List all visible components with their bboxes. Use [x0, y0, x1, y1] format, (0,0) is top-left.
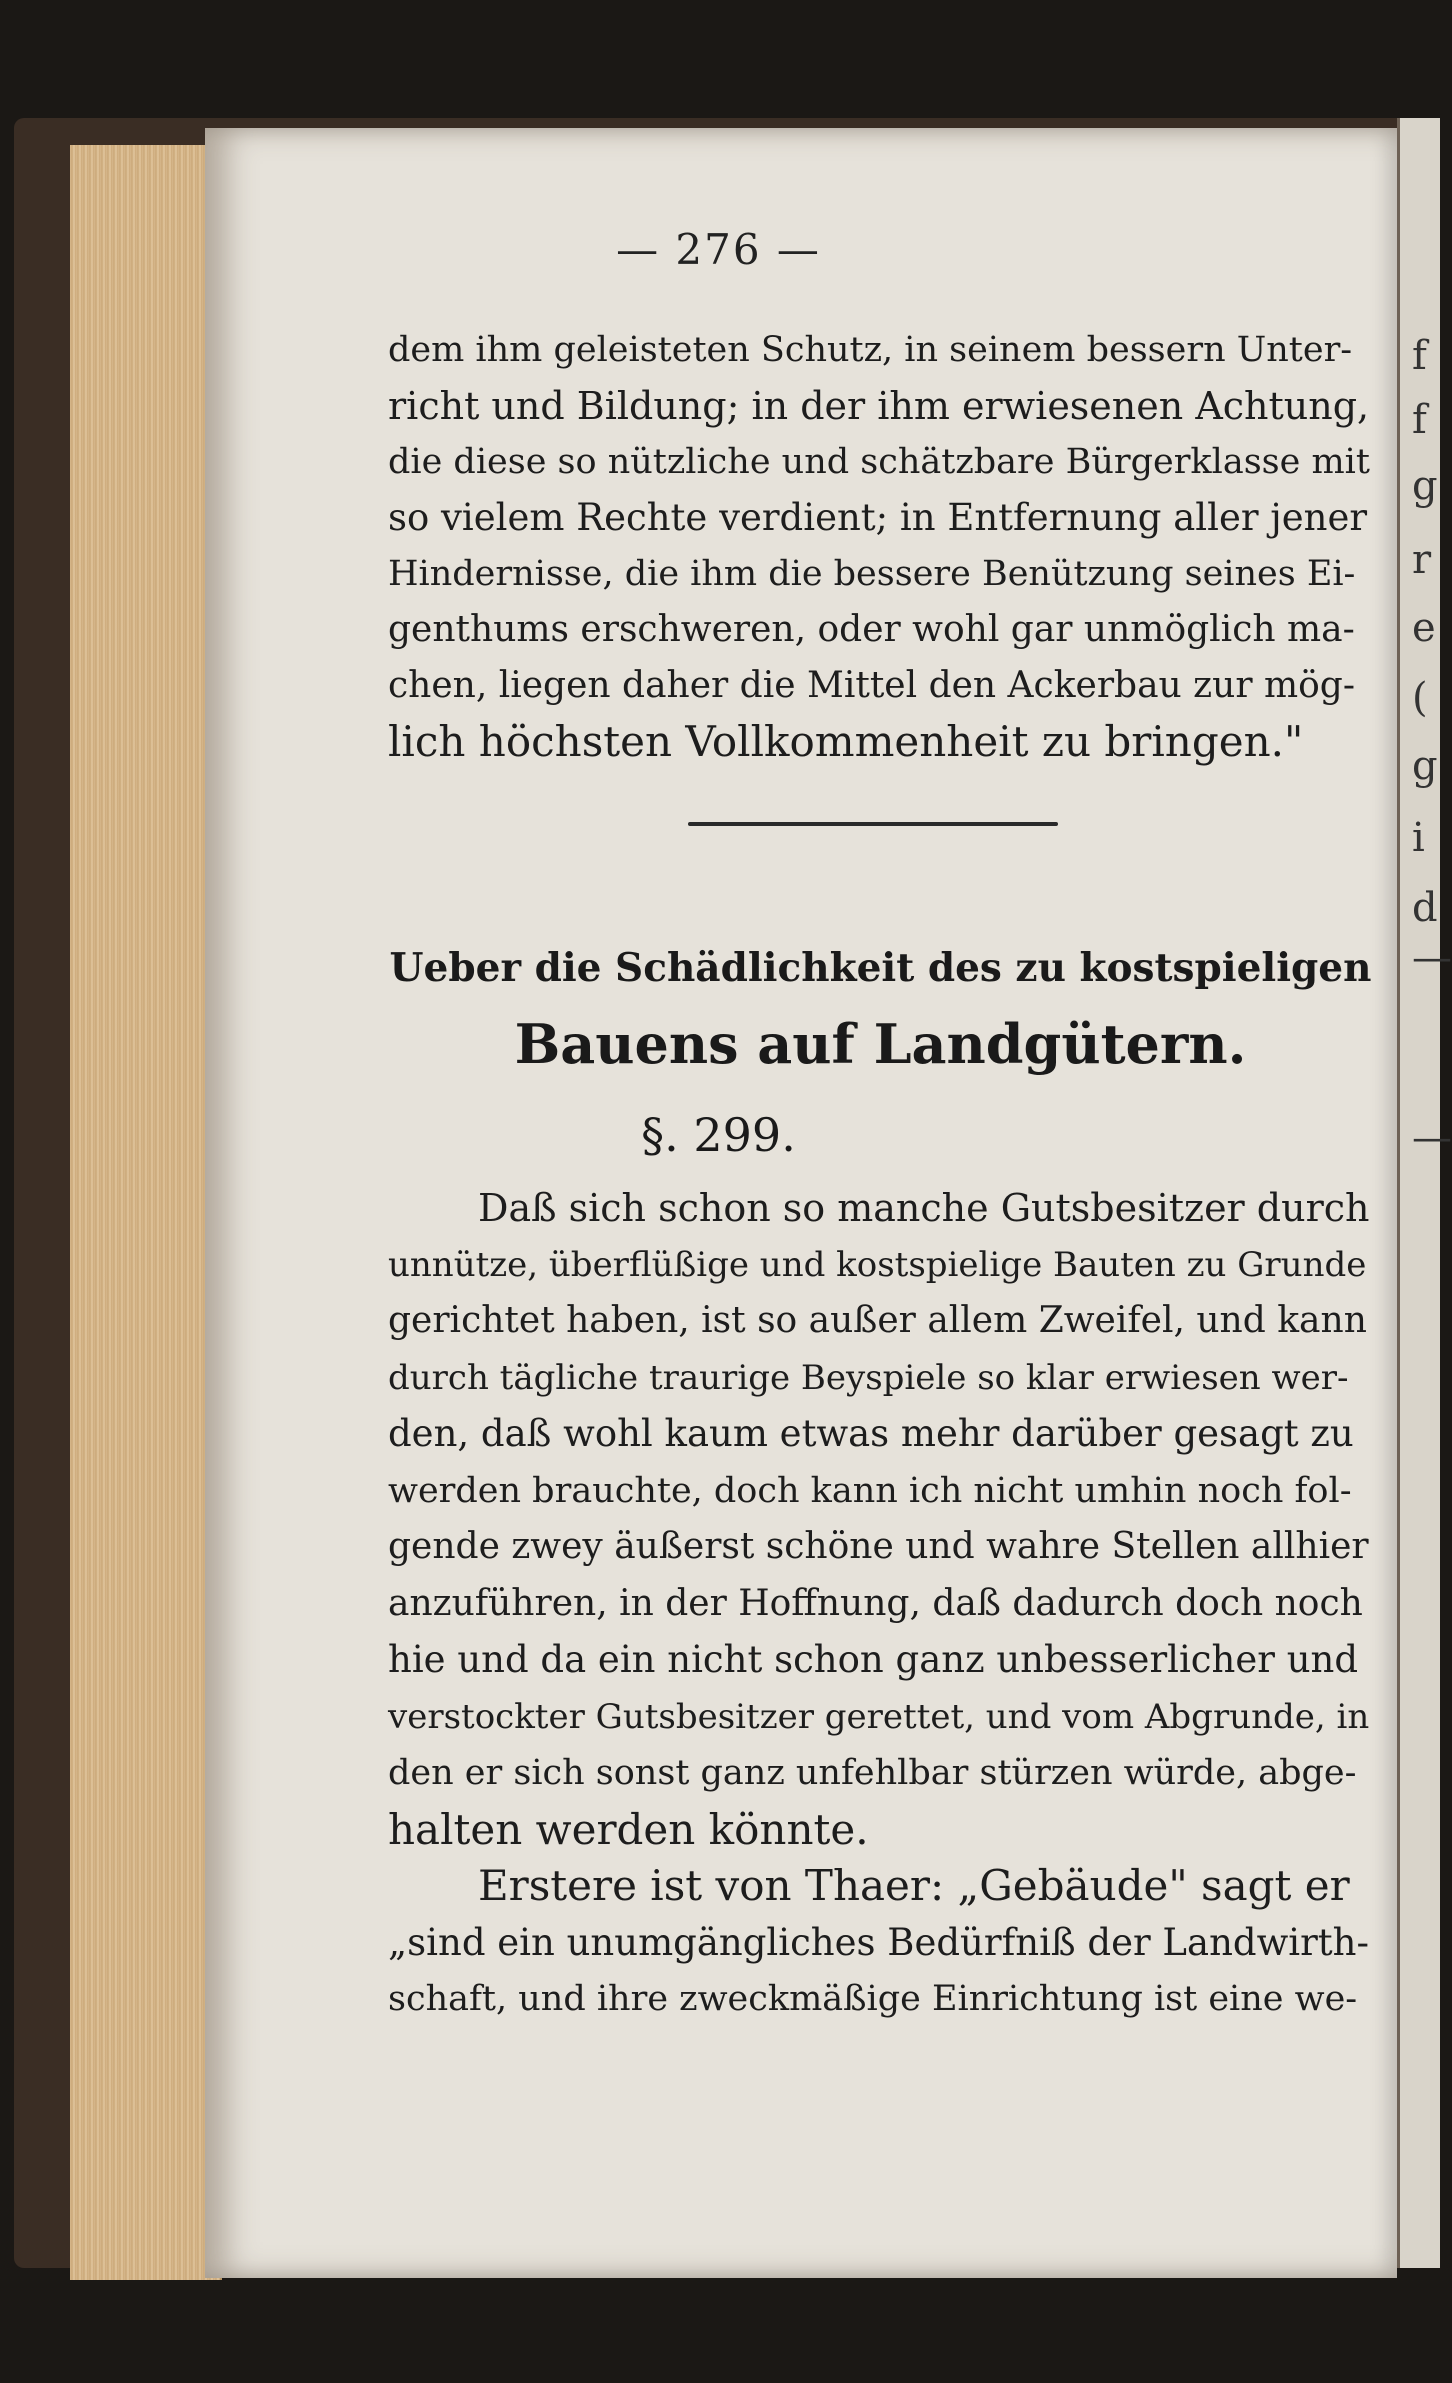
- body-paragraph: [388, 1180, 1373, 1858]
- page-edges: [70, 145, 222, 2280]
- text-line: „sind ein unumgängliches Bedürfniß der Landwirth-: [388, 1920, 1369, 1964]
- margin-glyph: —: [1412, 1115, 1452, 1161]
- text-line: so vielem Rechte verdient; in Entfernung aller jener: [388, 496, 1368, 539]
- text-line: verstockter Gutsbesitzer gerettet, und vom Abgrunde, in: [388, 1696, 1370, 1737]
- text-line: den, daß wohl kaum etwas mehr darüber gesagt zu: [388, 1412, 1354, 1455]
- section-number: §. 299.: [641, 1108, 796, 1162]
- body-paragraph: [388, 1858, 1373, 2028]
- text-line: durch tägliche traurige Beyspiele so klar erwiesen wer-: [388, 1357, 1349, 1398]
- section-divider: [688, 822, 1058, 826]
- margin-glyph: (: [1412, 675, 1428, 721]
- margin-glyph: r: [1412, 537, 1432, 583]
- text-line: unnütze, überflüßige und kostspielige Bauten zu Grunde: [388, 1244, 1367, 1285]
- heading-line: Ueber die Schädlichkeit des zu kostspieligen: [389, 945, 1372, 991]
- text-line: halten werden könnte.: [388, 1804, 869, 1854]
- margin-glyph: d: [1412, 885, 1438, 931]
- margin-glyph: g: [1412, 463, 1438, 509]
- text-line: Hindernisse, die ihm die bessere Benützung seines Ei-: [388, 554, 1356, 594]
- text-line: lich höchsten Vollkommenheit zu bringen.": [388, 717, 1304, 766]
- heading-line: Bauens auf Landgütern.: [514, 1012, 1247, 1076]
- text-line: Erstere ist von Thaer: „Gebäude" sagt er: [478, 1861, 1350, 1910]
- facing-page-edge: [1397, 118, 1452, 2268]
- top-paragraph: [388, 322, 1373, 770]
- text-line: Daß sich schon so manche Gutsbesitzer durch: [478, 1186, 1370, 1230]
- text-line: hie und da ein nicht schon ganz unbesserlicher und: [388, 1638, 1359, 1681]
- text-line: gende zwey äußerst schöne und wahre Stellen allhier: [388, 1526, 1369, 1567]
- margin-glyph: f: [1412, 333, 1427, 379]
- text-line: den er sich sonst ganz unfehlbar stürzen würde, abge-: [388, 1753, 1357, 1793]
- page-number: — 276 —: [616, 225, 821, 274]
- chapter-heading: [388, 930, 1373, 1082]
- text-line: anzuführen, in der Hoffnung, daß dadurch doch noch: [388, 1582, 1363, 1624]
- text-line: gerichtet haben, ist so außer allem Zweifel, und kann: [388, 1300, 1367, 1341]
- text-line: werden brauchte, doch kann ich nicht umhin noch fol-: [388, 1470, 1352, 1511]
- margin-glyph: g: [1412, 743, 1438, 789]
- text-line: dem ihm geleisteten Schutz, in seinem bessern Unter-: [388, 330, 1353, 370]
- text-line: schaft, und ihre zweckmäßige Einrichtung ist eine we-: [388, 1979, 1358, 2019]
- margin-glyph: i: [1412, 815, 1425, 861]
- text-line: richt und Bildung; in der ihm erwiesenen Achtung,: [388, 384, 1370, 428]
- text-line: chen, liegen daher die Mittel den Ackerbau zur mög-: [388, 665, 1355, 706]
- margin-glyph: f: [1412, 397, 1427, 443]
- margin-glyph: e: [1412, 605, 1436, 651]
- margin-glyph: —: [1412, 935, 1452, 981]
- text-line: genthums erschweren, oder wohl gar unmöglich ma-: [388, 609, 1355, 650]
- text-line: die diese so nützliche und schätzbare Bürgerklasse mit: [388, 442, 1370, 482]
